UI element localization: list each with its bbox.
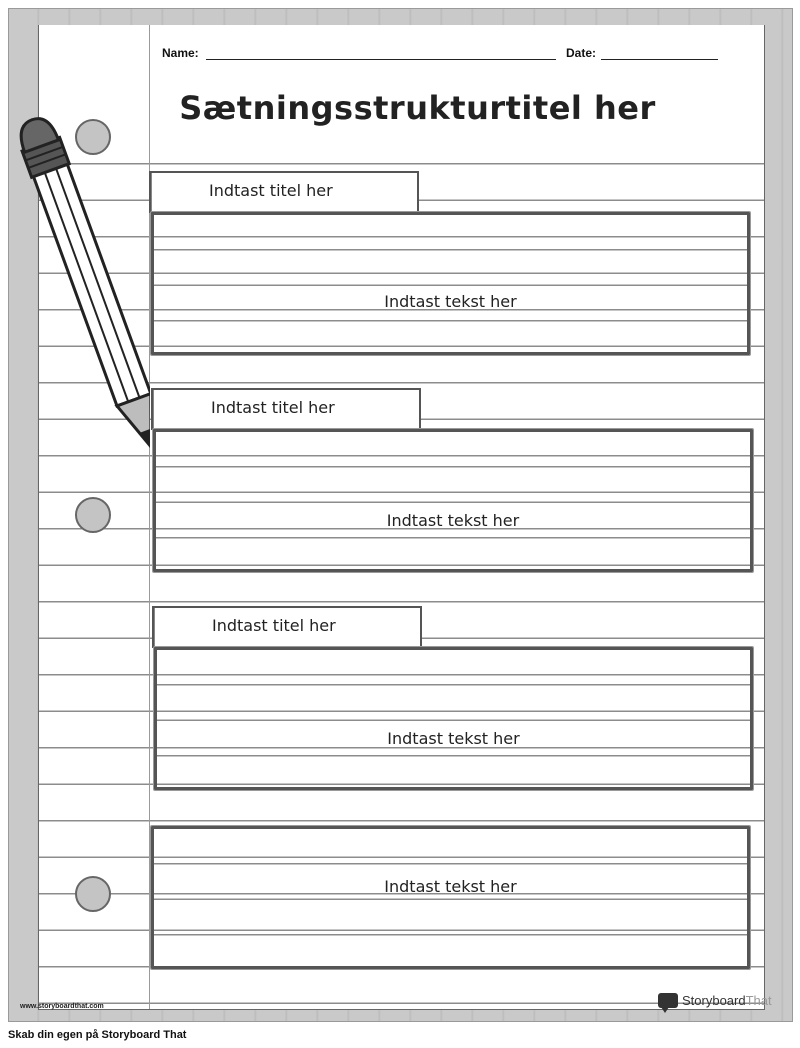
- punch-hole: [75, 497, 111, 533]
- section-text: Indtast tekst her: [386, 511, 520, 530]
- section-text-box[interactable]: [151, 212, 750, 355]
- brand-that: That: [745, 993, 772, 1008]
- brand-storyboard: Storyboard: [682, 993, 746, 1008]
- section-title-tab[interactable]: Indtast titel her: [151, 388, 421, 430]
- pencil-icon: [10, 116, 150, 486]
- section-title-tab[interactable]: Indtast titel her: [149, 171, 419, 213]
- section-text: Indtast tekst her: [384, 877, 517, 896]
- section-text-box[interactable]: [154, 647, 753, 790]
- speech-bubble-icon: [658, 993, 678, 1008]
- punch-hole: [75, 876, 111, 912]
- section-title-tab[interactable]: Indtast titel her: [152, 606, 422, 648]
- date-field[interactable]: [601, 59, 718, 60]
- section-text: Indtast tekst her: [387, 729, 520, 748]
- section-text: Indtast tekst her: [384, 292, 517, 311]
- date-label: Date:: [566, 46, 597, 60]
- section-text-box[interactable]: [151, 826, 750, 969]
- section-text-box[interactable]: [153, 429, 753, 572]
- name-label: Name:: [162, 46, 199, 60]
- storyboardthat-logo[interactable]: [658, 993, 772, 1008]
- footer-url[interactable]: www.storyboardthat.com: [20, 1003, 104, 1010]
- page-title[interactable]: Sætningsstrukturtitel her: [179, 89, 656, 127]
- name-field[interactable]: [206, 59, 556, 60]
- caption[interactable]: Skab din egen på Storyboard That: [8, 1029, 187, 1041]
